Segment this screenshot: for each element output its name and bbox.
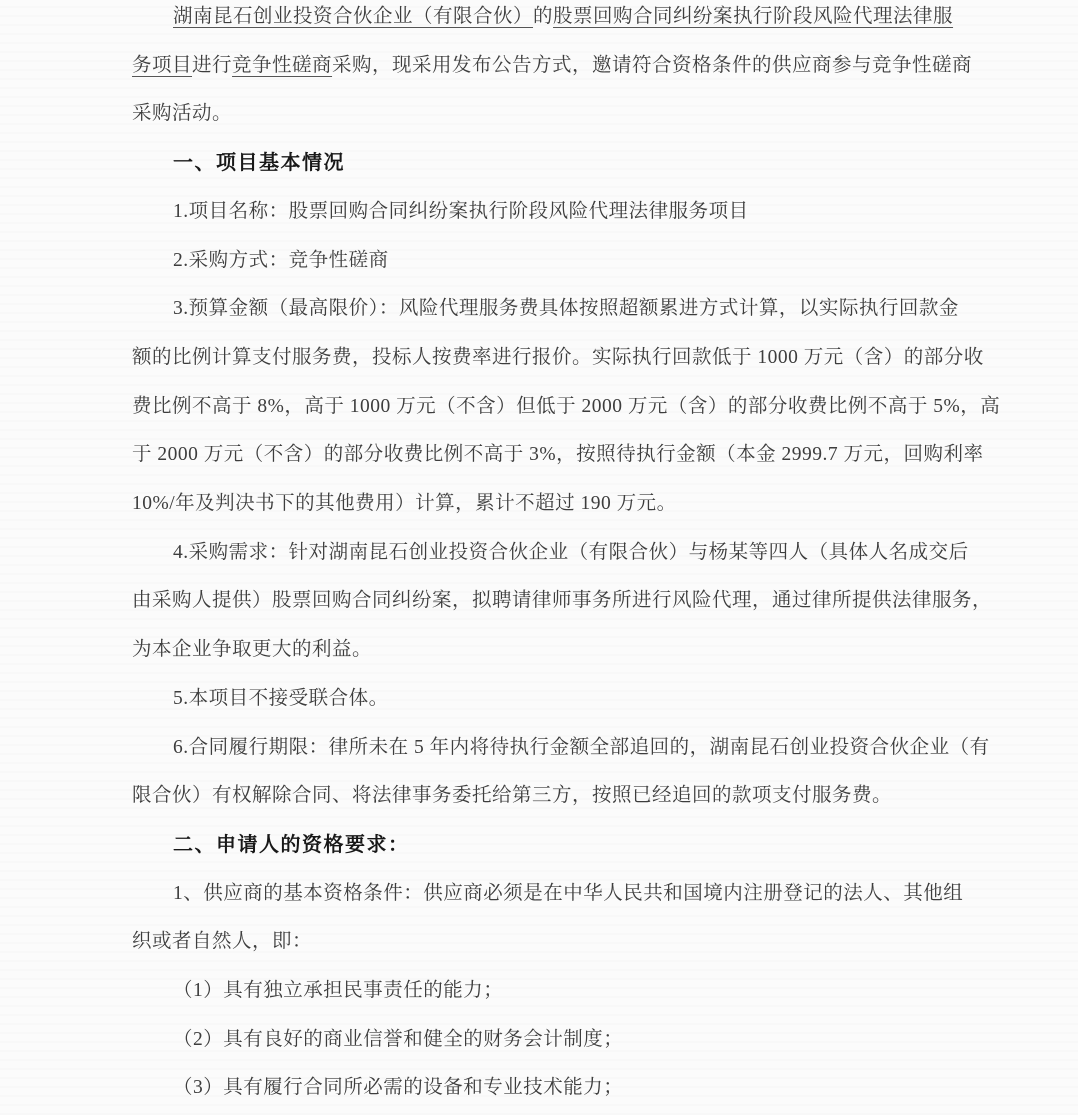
section2-heading: 二、申请人的资格要求： — [173, 833, 410, 856]
section1-heading: 一、项目基本情况 — [173, 152, 345, 175]
qualification-sub-item-3: （3）具有履行合同所必需的设备和专业技术能力； — [173, 1077, 624, 1099]
item-procurement-method: 2.采购方式：竞争性磋商 — [173, 249, 389, 271]
item-budget-line: 于 2000 万元（不含）的部分收费比例不高于 3%，按照待执行金额（本金 2999.7 万元，回购利率 — [132, 444, 984, 466]
item-requirements-line: 由采购人提供）股票回购合同纠纷案，拟聘请律师事务所进行风险代理，通过律所提供法律服务， — [132, 590, 993, 612]
procurement-method-underlined: 竞争性磋商 — [232, 54, 333, 76]
item-budget-line: 10%/年及判决书下的其他费用）计算，累计不超过 190 万元。 — [132, 493, 677, 515]
item-budget-line: 费比例不高于 8%，高于 1000 万元（不含）但低于 2000 万元（含）的部分收费比例不高于 5%，高 — [132, 395, 1001, 417]
item-contract-term-line: 6.合同履行期限：律所未在 5 年内将待执行金额全部追回的，湖南昆石创业投资合伙企业（有 — [173, 736, 990, 758]
item-project-name: 1.项目名称：股票回购合同纠纷案执行阶段风险代理法律服务项目 — [173, 200, 749, 222]
item-contract-term-line: 限合伙）有权解除合同、将法律事务委托给第三方，按照已经追回的款项支付服务费。 — [132, 785, 893, 807]
intro-line-3: 采购活动。 — [132, 103, 233, 125]
item-no-consortium: 5.本项目不接受联合体。 — [173, 687, 389, 709]
item-budget-line: 额的比例计算支付服务费，投标人按费率进行报价。实际执行回款低于 1000 万元（含）的部分收 — [132, 346, 984, 368]
supplier-qualification-line: 1、供应商的基本资格条件：供应商必须是在中华人民共和国境内注册登记的法人、其他组 — [173, 882, 964, 904]
intro-plain-text: 采购，现采用发布公告方式，邀请符合资格条件的供应商参与竞争性磋商 — [332, 54, 973, 76]
qualification-sub-item-1: （1）具有独立承担民事责任的能力； — [173, 980, 504, 1002]
intro-line-2 — [132, 42, 973, 91]
purchaser-name-underlined: 湖南昆石创业投资合伙企业（有限合伙） — [173, 6, 534, 27]
project-name-underlined-cont: 务项目 — [132, 54, 193, 76]
intro-line-1 — [132, 0, 954, 42]
item-requirements-line: 4.采购需求：针对湖南昆石创业投资合伙企业（有限合伙）与杨某等四人（具体人名成交后 — [173, 541, 969, 563]
intro-plain-text: 的 — [533, 6, 554, 27]
project-name-underlined: 股票回购合同纠纷案执行阶段风险代理法律服 — [553, 6, 954, 27]
announcement-body — [132, 0, 1001, 1113]
qualification-sub-item-2: （2）具有良好的商业信誉和健全的财务会计制度； — [173, 1028, 624, 1050]
item-budget-line: 3.预算金额（最高限价）：风险代理服务费具体按照超额累进方式计算，以实际执行回款金 — [173, 298, 959, 320]
supplier-qualification-line: 织或者自然人，即： — [132, 931, 313, 953]
intro-plain-text: 进行 — [192, 54, 233, 76]
item-requirements-line: 为本企业争取更大的利益。 — [132, 639, 373, 661]
